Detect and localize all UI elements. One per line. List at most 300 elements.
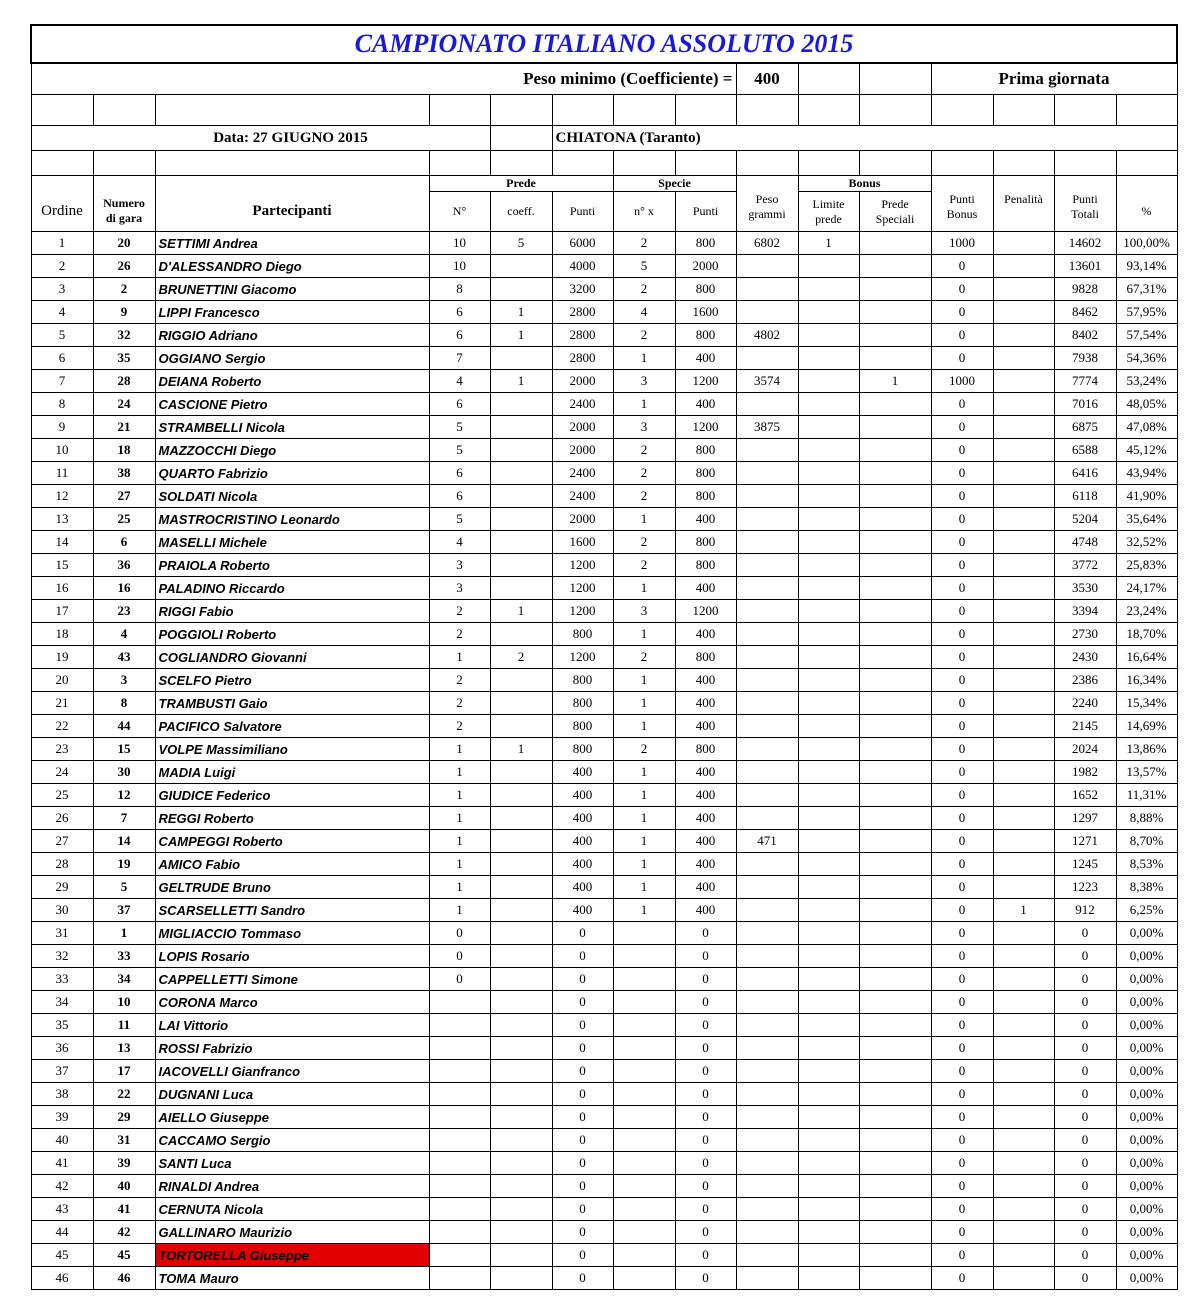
cell-specie-punti: 400	[675, 715, 736, 738]
cell-specie-n: 1	[613, 784, 675, 807]
cell-punti-totali: 3772	[1054, 554, 1116, 577]
cell-penalita	[993, 1198, 1054, 1221]
cell-prede-speciali	[859, 1014, 931, 1037]
cell-prede-speciali	[859, 1175, 931, 1198]
cell-punti-totali: 1245	[1054, 853, 1116, 876]
cell-penalita	[993, 715, 1054, 738]
cell-limite-prede	[798, 646, 859, 669]
cell-partecipante: DEIANA Roberto	[155, 370, 429, 393]
cell-numero-gara: 17	[93, 1060, 155, 1083]
table-row	[31, 646, 1177, 669]
cell-punti-bonus: 0	[931, 508, 993, 531]
cell-ordine: 7	[31, 370, 93, 393]
cell-ordine: 30	[31, 899, 93, 922]
cell-prede-punti: 3200	[552, 278, 613, 301]
cell-percent: 0,00%	[1116, 991, 1177, 1014]
cell-penalita	[993, 577, 1054, 600]
cell-prede-coeff: 5	[490, 232, 552, 255]
cell-numero-gara: 3	[93, 669, 155, 692]
cell-punti-totali: 6416	[1054, 462, 1116, 485]
table-row	[31, 876, 1177, 899]
cell-punti-bonus: 0	[931, 899, 993, 922]
cell-peso-grammi	[736, 462, 798, 485]
table-row	[31, 485, 1177, 508]
cell-punti-bonus: 0	[931, 761, 993, 784]
cell-limite-prede	[798, 876, 859, 899]
cell-punti-totali: 6118	[1054, 485, 1116, 508]
header-percent: %	[1116, 192, 1177, 232]
cell-punti-totali: 9828	[1054, 278, 1116, 301]
cell-peso-grammi	[736, 738, 798, 761]
table-row	[31, 669, 1177, 692]
header-prede-punti: Punti	[552, 192, 613, 232]
header-punti-totali-line1: Punti	[1072, 191, 1098, 206]
cell-prede-n: 6	[429, 301, 490, 324]
cell-prede-punti: 0	[552, 945, 613, 968]
cell-ordine: 40	[31, 1129, 93, 1152]
cell-punti-bonus: 0	[931, 347, 993, 370]
cell-penalita	[993, 347, 1054, 370]
cell-limite-prede	[798, 830, 859, 853]
cell-ordine: 35	[31, 1014, 93, 1037]
cell-punti-totali: 0	[1054, 922, 1116, 945]
cell-ordine: 19	[31, 646, 93, 669]
cell-penalita	[993, 324, 1054, 347]
cell-punti-totali: 0	[1054, 1175, 1116, 1198]
empty-cell	[859, 63, 931, 95]
cell-numero-gara: 23	[93, 600, 155, 623]
cell-percent: 54,36%	[1116, 347, 1177, 370]
cell-prede-coeff	[490, 1129, 552, 1152]
header-ordine: Ordine	[31, 192, 93, 232]
cell-specie-n	[613, 1083, 675, 1106]
cell-prede-speciali	[859, 485, 931, 508]
cell-prede-punti: 2000	[552, 508, 613, 531]
cell-peso-grammi	[736, 554, 798, 577]
cell-prede-speciali: 1	[859, 370, 931, 393]
cell-partecipante: GIUDICE Federico	[155, 784, 429, 807]
cell-punti-bonus: 0	[931, 416, 993, 439]
cell-specie-punti: 0	[675, 1014, 736, 1037]
cell-partecipante: REGGI Roberto	[155, 807, 429, 830]
cell-ordine: 37	[31, 1060, 93, 1083]
table-row	[31, 439, 1177, 462]
cell-specie-n	[613, 1244, 675, 1267]
cell-partecipante: PRAIOLA Roberto	[155, 554, 429, 577]
cell-peso-grammi	[736, 1106, 798, 1129]
cell-peso-grammi	[736, 692, 798, 715]
cell-prede-speciali	[859, 945, 931, 968]
cell-peso-grammi	[736, 784, 798, 807]
cell-prede-punti: 400	[552, 830, 613, 853]
cell-percent: 0,00%	[1116, 1175, 1177, 1198]
table-row	[31, 1221, 1177, 1244]
cell-specie-punti: 400	[675, 784, 736, 807]
cell-prede-coeff	[490, 439, 552, 462]
cell-ordine: 44	[31, 1221, 93, 1244]
cell-prede-punti: 2800	[552, 347, 613, 370]
cell-penalita	[993, 807, 1054, 830]
cell-punti-bonus: 0	[931, 945, 993, 968]
cell-punti-bonus: 0	[931, 646, 993, 669]
cell-specie-punti: 0	[675, 1060, 736, 1083]
cell-partecipante: CORONA Marco	[155, 991, 429, 1014]
header-specie: Specie	[613, 176, 736, 192]
header-numero-gara-line2: di gara	[105, 211, 143, 226]
cell-peso-grammi	[736, 439, 798, 462]
cell-percent: 0,00%	[1116, 945, 1177, 968]
cell-punti-totali: 2730	[1054, 623, 1116, 646]
cell-specie-n	[613, 968, 675, 991]
cell-punti-bonus: 0	[931, 485, 993, 508]
cell-peso-grammi	[736, 968, 798, 991]
cell-prede-punti: 0	[552, 1106, 613, 1129]
cell-specie-n	[613, 922, 675, 945]
cell-prede-punti: 2800	[552, 301, 613, 324]
cell-prede-punti: 800	[552, 669, 613, 692]
cell-ordine: 16	[31, 577, 93, 600]
cell-punti-totali: 0	[1054, 1106, 1116, 1129]
table-row	[31, 991, 1177, 1014]
cell-ordine: 38	[31, 1083, 93, 1106]
cell-penalita	[993, 1037, 1054, 1060]
cell-prede-n: 6	[429, 324, 490, 347]
cell-partecipante: MAZZOCCHI Diego	[155, 439, 429, 462]
header-punti-totali-line2: Totali	[1071, 206, 1099, 221]
table-row	[31, 347, 1177, 370]
cell-ordine: 17	[31, 600, 93, 623]
cell-prede-n: 1	[429, 876, 490, 899]
cell-percent: 0,00%	[1116, 922, 1177, 945]
cell-prede-coeff	[490, 784, 552, 807]
table-row	[31, 531, 1177, 554]
cell-punti-totali: 1982	[1054, 761, 1116, 784]
cell-numero-gara: 9	[93, 301, 155, 324]
table-row	[31, 945, 1177, 968]
cell-punti-totali: 8462	[1054, 301, 1116, 324]
cell-partecipante: SETTIMI Andrea	[155, 232, 429, 255]
cell-ordine: 15	[31, 554, 93, 577]
cell-numero-gara: 5	[93, 876, 155, 899]
cell-penalita	[993, 669, 1054, 692]
cell-prede-coeff	[490, 255, 552, 278]
cell-limite-prede	[798, 623, 859, 646]
cell-prede-coeff	[490, 1106, 552, 1129]
cell-punti-totali: 0	[1054, 1083, 1116, 1106]
table-row	[31, 462, 1177, 485]
table-row	[31, 301, 1177, 324]
cell-prede-punti: 0	[552, 1175, 613, 1198]
cell-specie-n: 3	[613, 370, 675, 393]
cell-prede-punti: 800	[552, 623, 613, 646]
cell-prede-coeff	[490, 991, 552, 1014]
cell-ordine: 14	[31, 531, 93, 554]
cell-punti-totali: 8402	[1054, 324, 1116, 347]
cell-numero-gara: 13	[93, 1037, 155, 1060]
header-peso-line1: Peso	[755, 191, 779, 206]
cell-prede-n: 1	[429, 646, 490, 669]
cell-punti-totali: 7774	[1054, 370, 1116, 393]
page-title: CAMPIONATO ITALIANO ASSOLUTO 2015	[354, 29, 854, 58]
cell-numero-gara: 1	[93, 922, 155, 945]
cell-punti-totali: 0	[1054, 1152, 1116, 1175]
cell-percent: 8,70%	[1116, 830, 1177, 853]
cell-numero-gara: 33	[93, 945, 155, 968]
cell-percent: 8,38%	[1116, 876, 1177, 899]
cell-percent: 35,64%	[1116, 508, 1177, 531]
cell-ordine: 11	[31, 462, 93, 485]
cell-punti-bonus: 0	[931, 1129, 993, 1152]
cell-prede-speciali	[859, 508, 931, 531]
cell-prede-speciali	[859, 991, 931, 1014]
cell-prede-n: 5	[429, 508, 490, 531]
cell-prede-punti: 1200	[552, 600, 613, 623]
cell-punti-totali: 1271	[1054, 830, 1116, 853]
cell-numero-gara: 39	[93, 1152, 155, 1175]
header-partecipanti-top	[155, 176, 429, 192]
cell-prede-speciali	[859, 393, 931, 416]
header-limite-line1: Limite	[812, 196, 845, 211]
cell-ordine: 42	[31, 1175, 93, 1198]
cell-specie-punti: 0	[675, 1175, 736, 1198]
cell-partecipante: CAPPELLETTI Simone	[155, 968, 429, 991]
cell-limite-prede	[798, 347, 859, 370]
cell-punti-totali: 13601	[1054, 255, 1116, 278]
cell-specie-punti: 400	[675, 692, 736, 715]
cell-prede-speciali	[859, 554, 931, 577]
cell-specie-punti: 800	[675, 462, 736, 485]
table-row	[31, 899, 1177, 922]
table-row	[31, 853, 1177, 876]
cell-prede-speciali	[859, 1037, 931, 1060]
cell-limite-prede	[798, 1198, 859, 1221]
cell-prede-coeff	[490, 1152, 552, 1175]
cell-prede-punti: 0	[552, 922, 613, 945]
cell-limite-prede	[798, 761, 859, 784]
cell-specie-punti: 0	[675, 1106, 736, 1129]
header-speciali-line1: Prede	[881, 196, 909, 211]
cell-numero-gara: 15	[93, 738, 155, 761]
cell-penalita	[993, 1152, 1054, 1175]
giornata: Prima giornata	[931, 63, 1177, 95]
cell-specie-n	[613, 1129, 675, 1152]
cell-numero-gara: 20	[93, 232, 155, 255]
cell-penalita	[993, 1106, 1054, 1129]
cell-limite-prede	[798, 1175, 859, 1198]
cell-penalita	[993, 830, 1054, 853]
cell-prede-speciali	[859, 715, 931, 738]
cell-percent: 23,24%	[1116, 600, 1177, 623]
cell-penalita	[993, 1175, 1054, 1198]
cell-limite-prede	[798, 807, 859, 830]
cell-prede-punti: 2400	[552, 485, 613, 508]
cell-specie-punti: 400	[675, 876, 736, 899]
cell-limite-prede	[798, 899, 859, 922]
cell-specie-punti: 0	[675, 1083, 736, 1106]
cell-peso-grammi	[736, 347, 798, 370]
cell-prede-n: 10	[429, 255, 490, 278]
cell-punti-bonus: 0	[931, 692, 993, 715]
cell-penalita	[993, 1060, 1054, 1083]
cell-specie-n: 1	[613, 508, 675, 531]
cell-ordine: 31	[31, 922, 93, 945]
cell-specie-punti: 400	[675, 393, 736, 416]
cell-specie-punti: 800	[675, 439, 736, 462]
cell-prede-n: 5	[429, 416, 490, 439]
cell-percent: 13,57%	[1116, 761, 1177, 784]
cell-penalita	[993, 370, 1054, 393]
cell-specie-n: 2	[613, 531, 675, 554]
cell-limite-prede	[798, 1083, 859, 1106]
cell-punti-totali: 1223	[1054, 876, 1116, 899]
cell-percent: 57,95%	[1116, 301, 1177, 324]
cell-specie-n: 5	[613, 255, 675, 278]
cell-specie-n	[613, 1014, 675, 1037]
cell-punti-bonus: 0	[931, 876, 993, 899]
cell-limite-prede	[798, 922, 859, 945]
cell-partecipante: CAMPEGGI Roberto	[155, 830, 429, 853]
cell-punti-bonus: 0	[931, 1014, 993, 1037]
cell-punti-bonus: 0	[931, 853, 993, 876]
cell-partecipante: LAI Vittorio	[155, 1014, 429, 1037]
cell-punti-bonus: 0	[931, 1198, 993, 1221]
cell-prede-punti: 0	[552, 1129, 613, 1152]
cell-prede-speciali	[859, 738, 931, 761]
cell-prede-coeff	[490, 807, 552, 830]
cell-specie-punti: 0	[675, 991, 736, 1014]
cell-limite-prede	[798, 945, 859, 968]
cell-punti-bonus: 0	[931, 1060, 993, 1083]
cell-specie-n: 1	[613, 899, 675, 922]
table-row	[31, 1129, 1177, 1152]
cell-ordine: 27	[31, 830, 93, 853]
header-prede-speciali	[859, 192, 931, 232]
cell-prede-punti: 4000	[552, 255, 613, 278]
cell-limite-prede	[798, 255, 859, 278]
cell-prede-coeff	[490, 1083, 552, 1106]
table-row	[31, 508, 1177, 531]
header-peso-top	[736, 176, 798, 192]
cell-partecipante: TRAMBUSTI Gaio	[155, 692, 429, 715]
cell-ordine: 24	[31, 761, 93, 784]
cell-prede-n: 10	[429, 232, 490, 255]
cell-penalita	[993, 600, 1054, 623]
cell-prede-punti: 0	[552, 1083, 613, 1106]
cell-numero-gara: 29	[93, 1106, 155, 1129]
cell-penalita	[993, 922, 1054, 945]
cell-prede-speciali	[859, 669, 931, 692]
cell-limite-prede	[798, 531, 859, 554]
cell-partecipante: AIELLO Giuseppe	[155, 1106, 429, 1129]
cell-punti-bonus: 0	[931, 1083, 993, 1106]
cell-percent: 11,31%	[1116, 784, 1177, 807]
cell-limite-prede	[798, 692, 859, 715]
cell-specie-n: 2	[613, 554, 675, 577]
cell-ordine: 34	[31, 991, 93, 1014]
cell-specie-punti: 1200	[675, 370, 736, 393]
cell-ordine: 32	[31, 945, 93, 968]
cell-punti-totali: 0	[1054, 1267, 1116, 1290]
cell-prede-punti: 2000	[552, 416, 613, 439]
cell-numero-gara: 16	[93, 577, 155, 600]
cell-numero-gara: 30	[93, 761, 155, 784]
cell-percent: 14,69%	[1116, 715, 1177, 738]
cell-prede-speciali	[859, 439, 931, 462]
cell-prede-coeff: 1	[490, 324, 552, 347]
header-punti-bonus-line1: Punti	[949, 191, 975, 206]
cell-prede-coeff	[490, 1198, 552, 1221]
cell-partecipante: LIPPI Francesco	[155, 301, 429, 324]
header-prede: Prede	[429, 176, 613, 192]
cell-prede-n: 6	[429, 485, 490, 508]
cell-specie-n: 1	[613, 761, 675, 784]
cell-prede-coeff	[490, 876, 552, 899]
cell-partecipante: VOLPE Massimiliano	[155, 738, 429, 761]
cell-peso-grammi: 4802	[736, 324, 798, 347]
header-partecipanti: Partecipanti	[155, 192, 429, 232]
cell-prede-speciali	[859, 416, 931, 439]
cell-limite-prede	[798, 577, 859, 600]
cell-specie-punti: 800	[675, 232, 736, 255]
cell-percent: 67,31%	[1116, 278, 1177, 301]
cell-specie-punti: 0	[675, 968, 736, 991]
cell-peso-grammi	[736, 508, 798, 531]
cell-limite-prede	[798, 1014, 859, 1037]
cell-limite-prede	[798, 1129, 859, 1152]
cell-prede-speciali	[859, 761, 931, 784]
cell-prede-coeff	[490, 1244, 552, 1267]
cell-percent: 0,00%	[1116, 1083, 1177, 1106]
empty-cell	[798, 63, 859, 95]
cell-prede-coeff	[490, 853, 552, 876]
cell-prede-speciali	[859, 692, 931, 715]
cell-numero-gara: 7	[93, 807, 155, 830]
cell-ordine: 33	[31, 968, 93, 991]
header-percent-top	[1116, 176, 1177, 192]
cell-prede-n	[429, 1152, 490, 1175]
cell-numero-gara: 43	[93, 646, 155, 669]
cell-partecipante: TORTORELLA Giuseppe	[155, 1244, 429, 1267]
cell-specie-punti: 0	[675, 945, 736, 968]
cell-specie-punti: 400	[675, 807, 736, 830]
cell-numero-gara: 11	[93, 1014, 155, 1037]
cell-ordine: 13	[31, 508, 93, 531]
table-row	[31, 1152, 1177, 1175]
cell-prede-speciali	[859, 600, 931, 623]
cell-limite-prede	[798, 715, 859, 738]
cell-punti-totali: 7938	[1054, 347, 1116, 370]
cell-peso-grammi: 6802	[736, 232, 798, 255]
cell-prede-punti: 0	[552, 1037, 613, 1060]
cell-penalita	[993, 255, 1054, 278]
cell-peso-grammi	[736, 1244, 798, 1267]
cell-numero-gara: 25	[93, 508, 155, 531]
cell-prede-n: 0	[429, 922, 490, 945]
cell-peso-grammi	[736, 1198, 798, 1221]
cell-prede-coeff	[490, 945, 552, 968]
cell-prede-speciali	[859, 807, 931, 830]
cell-penalita	[993, 1129, 1054, 1152]
cell-peso-grammi	[736, 1037, 798, 1060]
cell-prede-punti: 2000	[552, 370, 613, 393]
cell-prede-punti: 0	[552, 1152, 613, 1175]
cell-peso-grammi	[736, 899, 798, 922]
cell-numero-gara: 28	[93, 370, 155, 393]
cell-ordine: 12	[31, 485, 93, 508]
cell-numero-gara: 36	[93, 554, 155, 577]
cell-numero-gara: 24	[93, 393, 155, 416]
cell-prede-n	[429, 1175, 490, 1198]
